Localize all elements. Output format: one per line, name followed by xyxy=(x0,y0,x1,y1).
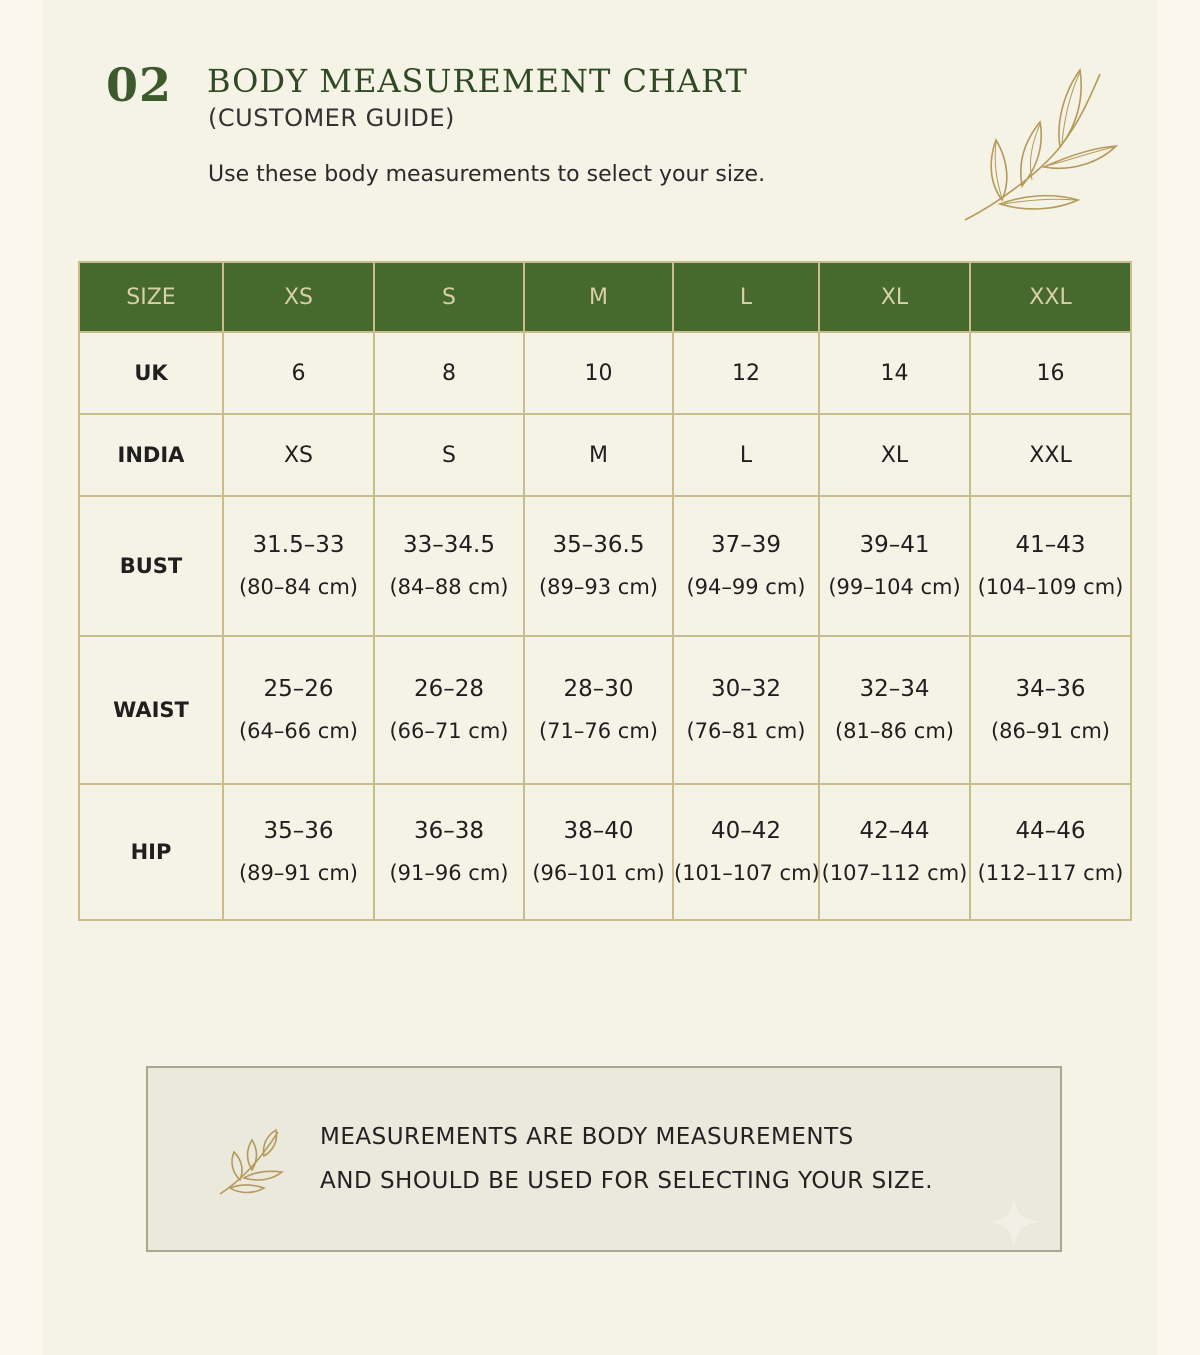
table-cell xyxy=(819,636,970,784)
table-cell: 8 xyxy=(374,332,524,414)
cm-value: (81–86 cm) xyxy=(834,719,954,743)
table-cell xyxy=(524,636,673,784)
inch-value: 35–36.5 xyxy=(552,532,645,558)
inch-value: 42–44 xyxy=(859,818,930,844)
column-header-xxl: XXL xyxy=(970,262,1131,332)
table-cell xyxy=(819,784,970,920)
table-cell xyxy=(673,496,819,636)
page-subtitle: (CUSTOMER GUIDE) xyxy=(208,104,455,132)
table-row-hip xyxy=(79,784,1131,920)
inch-value: 36–38 xyxy=(413,818,485,844)
table-row-uk xyxy=(79,332,1131,414)
cm-value: (91–96 cm) xyxy=(389,861,509,885)
inch-value: 37–39 xyxy=(710,532,782,558)
table-cell xyxy=(673,784,819,920)
cm-value: (99–104 cm) xyxy=(828,575,961,599)
cm-value: (86–91 cm) xyxy=(990,719,1110,743)
cm-value: (104–109 cm) xyxy=(977,575,1124,599)
table-cell: 6 xyxy=(223,332,374,414)
table-header-row xyxy=(79,262,1131,332)
cm-value: (76–81 cm) xyxy=(686,719,806,743)
table-row-bust xyxy=(79,496,1131,636)
inch-value: 34–36 xyxy=(1015,676,1086,702)
column-header-l: L xyxy=(673,262,819,332)
cm-value: (96–101 cm) xyxy=(532,861,665,885)
inch-value: 28–30 xyxy=(563,676,634,702)
inch-value: 38–40 xyxy=(563,818,634,844)
cm-value: (66–71 cm) xyxy=(389,719,509,743)
note-text-line-1: MEASUREMENTS ARE BODY MEASUREMENTS xyxy=(320,1124,854,1150)
table-cell xyxy=(374,784,524,920)
inch-value: 26–28 xyxy=(413,676,485,702)
row-label-india: INDIA xyxy=(79,414,223,496)
table-cell: M xyxy=(524,414,673,496)
sparkle-icon xyxy=(986,1194,1042,1250)
table-cell: L xyxy=(673,414,819,496)
cm-value: (107–112 cm) xyxy=(821,861,968,885)
table-cell xyxy=(524,784,673,920)
table-cell: XL xyxy=(819,414,970,496)
column-header-size: SIZE xyxy=(79,262,223,332)
table-cell xyxy=(673,636,819,784)
row-label-waist: WAIST xyxy=(79,636,223,784)
table-row-waist xyxy=(79,636,1131,784)
table-cell xyxy=(223,636,374,784)
table-cell xyxy=(374,636,524,784)
table-cell xyxy=(819,496,970,636)
column-header-m: M xyxy=(524,262,673,332)
table-cell: 14 xyxy=(819,332,970,414)
note-text-line-2: AND SHOULD BE USED FOR SELECTING YOUR SIZE. xyxy=(320,1168,934,1194)
table-cell: 10 xyxy=(524,332,673,414)
cm-value: (89–93 cm) xyxy=(538,575,658,599)
row-label-uk: UK xyxy=(79,332,223,414)
column-header-xs: XS xyxy=(223,262,374,332)
cm-value: (94–99 cm) xyxy=(686,575,806,599)
inch-value: 35–36 xyxy=(263,818,334,844)
cm-value: (84–88 cm) xyxy=(389,575,509,599)
section-number: 02 xyxy=(106,58,173,112)
leaf-branch-icon xyxy=(960,62,1120,227)
size-chart-table xyxy=(78,261,1132,921)
cm-value: (71–76 cm) xyxy=(538,719,658,743)
leaf-sprig-icon xyxy=(216,1126,288,1198)
table-cell: S xyxy=(374,414,524,496)
table-cell: XS xyxy=(223,414,374,496)
table-cell: XXL xyxy=(970,414,1131,496)
column-header-s: S xyxy=(374,262,524,332)
table-cell xyxy=(524,496,673,636)
cm-value: (64–66 cm) xyxy=(238,719,358,743)
inch-value: 33–34.5 xyxy=(403,532,495,558)
inch-value: 30–32 xyxy=(710,676,782,702)
table-cell xyxy=(223,784,374,920)
cm-value: (80–84 cm) xyxy=(238,575,358,599)
table-cell: 16 xyxy=(970,332,1131,414)
inch-value: 25–26 xyxy=(263,676,334,702)
intro-text: Use these body measurements to select your size. xyxy=(208,162,766,187)
inch-value: 31.5–33 xyxy=(252,532,345,558)
table-cell xyxy=(970,784,1131,920)
cm-value: (112–117 cm) xyxy=(977,861,1124,885)
page xyxy=(42,0,1158,1355)
inch-value: 40–42 xyxy=(710,818,782,844)
table-cell xyxy=(374,496,524,636)
inch-value: 44–46 xyxy=(1015,818,1086,844)
row-label-bust: BUST xyxy=(79,496,223,636)
inch-value: 32–34 xyxy=(859,676,930,702)
note-box xyxy=(146,1066,1062,1252)
inch-value: 41–43 xyxy=(1015,532,1086,558)
column-header-xl: XL xyxy=(819,262,970,332)
table-cell xyxy=(970,496,1131,636)
table-row-india xyxy=(79,414,1131,496)
table-cell xyxy=(223,496,374,636)
page-title: BODY MEASUREMENT CHART xyxy=(207,62,748,100)
cm-value: (101–107 cm) xyxy=(674,861,820,885)
table-cell xyxy=(970,636,1131,784)
cm-value: (89–91 cm) xyxy=(238,861,358,885)
inch-value: 39–41 xyxy=(859,532,930,558)
row-label-hip: HIP xyxy=(79,784,223,920)
table-cell: 12 xyxy=(673,332,819,414)
